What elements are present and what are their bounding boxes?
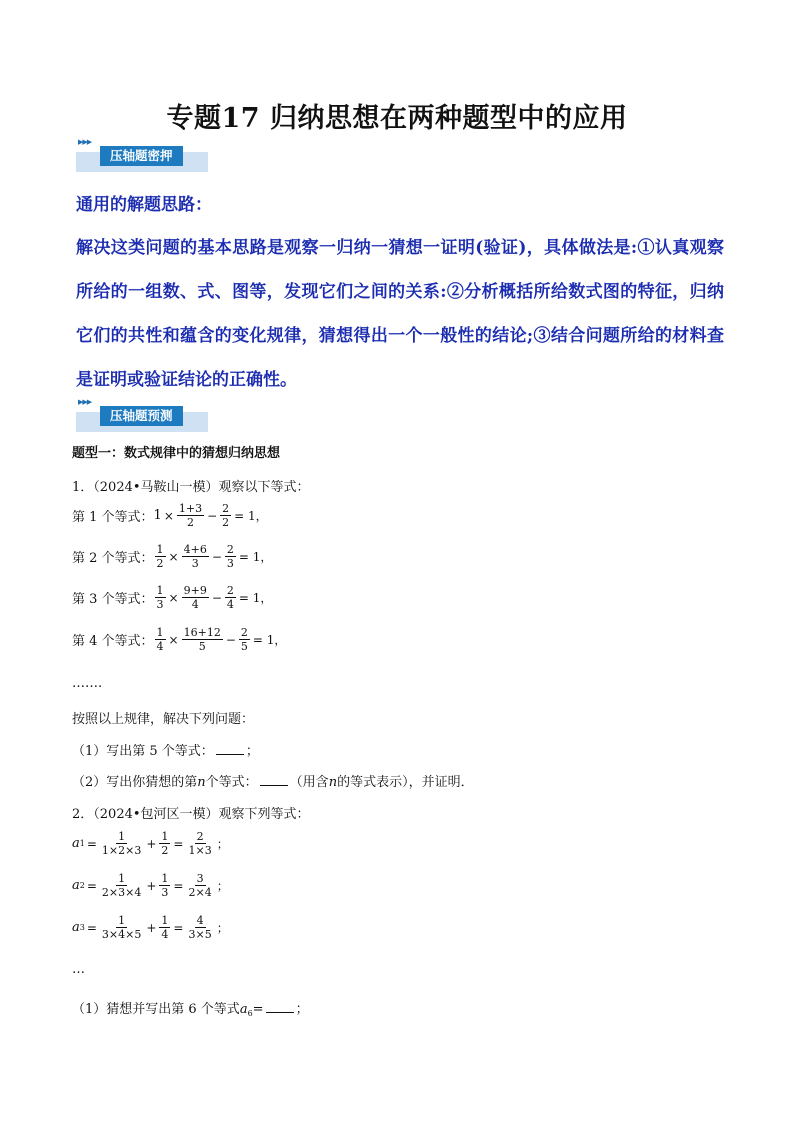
q1-rule: 按照以上规律，解决下列问题： [72,712,255,727]
fraction: $\frac{2}{5}$ [240,626,248,653]
fraction: $\frac{1}{4}$ [161,914,169,941]
fraction: $\frac{4}{3\times 5}$ [188,914,212,941]
section-banner-2 [76,398,236,436]
fraction: $\frac{1}{2}$ [156,543,164,570]
section-banner-1 [76,138,236,176]
arrow-decoration-icon: ▶▶▶ [78,398,92,406]
fraction: $\frac{1}{2}$ [161,830,169,857]
q2-equation-1: a 1 = $\frac{1}{1\times 2\times 3}$ + $\frac{1}{2}$ = $\frac{2}{1\times 3}$ ； [72,830,229,857]
answer-blank[interactable] [216,742,244,755]
arrow-decoration-icon: ▶▶▶ [78,138,92,146]
fraction: $\frac{4+6}{3}$ [183,543,207,570]
fraction: $\frac{2}{3}$ [226,543,234,570]
q2-equation-3: a 3 = $\frac{1}{3\times 4\times 5}$ + $\frac{1}{4}$ = $\frac{4}{3\times 5}$ ； [72,914,229,941]
answer-blank[interactable] [266,1000,294,1013]
type1-heading: 题型一：数式规律中的猜想归纳思想 [72,446,281,461]
q2-part-1: （1）猜想并写出第 6 个等式$a_6=$ ； [72,1002,309,1018]
banner-label: 压轴题预测 [100,406,183,426]
q1-intro: 1．（2024•马鞍山一模）观察以下等式： [72,480,310,495]
answer-blank[interactable] [260,773,288,786]
q1-part-1: （1）写出第 5 个等式： ； [72,744,259,759]
banner-label: 压轴题密押 [100,146,183,166]
q1-ellipsis: ……. [72,676,103,691]
fraction: $\frac{1}{4}$ [156,626,164,653]
q1-part-2: （2）写出你猜想的第n个等式： （用含n的等式表示），并证明． [72,775,474,790]
fraction: $\frac{2}{2}$ [222,502,230,529]
q1-equation-2: 第 2 个等式： $\frac{1}{2}$ × $\frac{4+6}{3}$ − $\frac{2}{3}$ = 1， [72,543,273,570]
fraction: $\frac{2}{1\times 3}$ [188,830,212,857]
q2-intro: 2．（2024•包河区一模）观察下列等式： [72,807,310,822]
q1-equation-1: 第 1 个等式： 1 × $\frac{1+3}{2}$ − $\frac{2}{2}$ = 1， [72,502,268,529]
fraction: $\frac{16+12}{5}$ [183,626,221,653]
fraction: $\frac{1}{1\times 2\times 3}$ [101,830,142,857]
general-approach-text: 解决这类问题的基本思路是观察一归纳一猜想一证明(验证)，具体做法是:①认真观察所给的一组数、式、图等，发现它们之间的关系:②分析概括所给数式图的特征，归纳它们的共性和蕴含的变化规律，猜想得出一个一般性的结论;③结合问题所给的材料查是证明或验证结论的正确性。 [76,238,724,390]
page-title: 专题17 归纳思想在两种题型中的应用 [166,103,628,134]
general-approach-heading: 通用的解题思路： [76,195,212,215]
q1-equation-4: 第 4 个等式： $\frac{1}{4}$ × $\frac{16+12}{5}$ − $\frac{2}{5}$ = 1， [72,626,287,653]
q2-equation-2: a 2 = $\frac{1}{2\times 3\times 4}$ + $\frac{1}{3}$ = $\frac{3}{2\times 4}$ ； [72,872,229,899]
fraction: $\frac{1}{3\times 4\times 5}$ [101,914,142,941]
fraction: $\frac{1+3}{2}$ [178,502,203,529]
fraction: $\frac{9+9}{4}$ [183,584,207,611]
fraction: $\frac{1}{3}$ [156,584,164,611]
fraction: $\frac{3}{2\times 4}$ [188,872,212,899]
fraction: $\frac{1}{2\times 3\times 4}$ [101,872,142,899]
q2-ellipsis: … [72,962,85,977]
q1-equation-3: 第 3 个等式： $\frac{1}{3}$ × $\frac{9+9}{4}$ − $\frac{2}{4}$ = 1， [72,584,273,611]
fraction: $\frac{1}{3}$ [161,872,169,899]
fraction: $\frac{2}{4}$ [226,584,234,611]
